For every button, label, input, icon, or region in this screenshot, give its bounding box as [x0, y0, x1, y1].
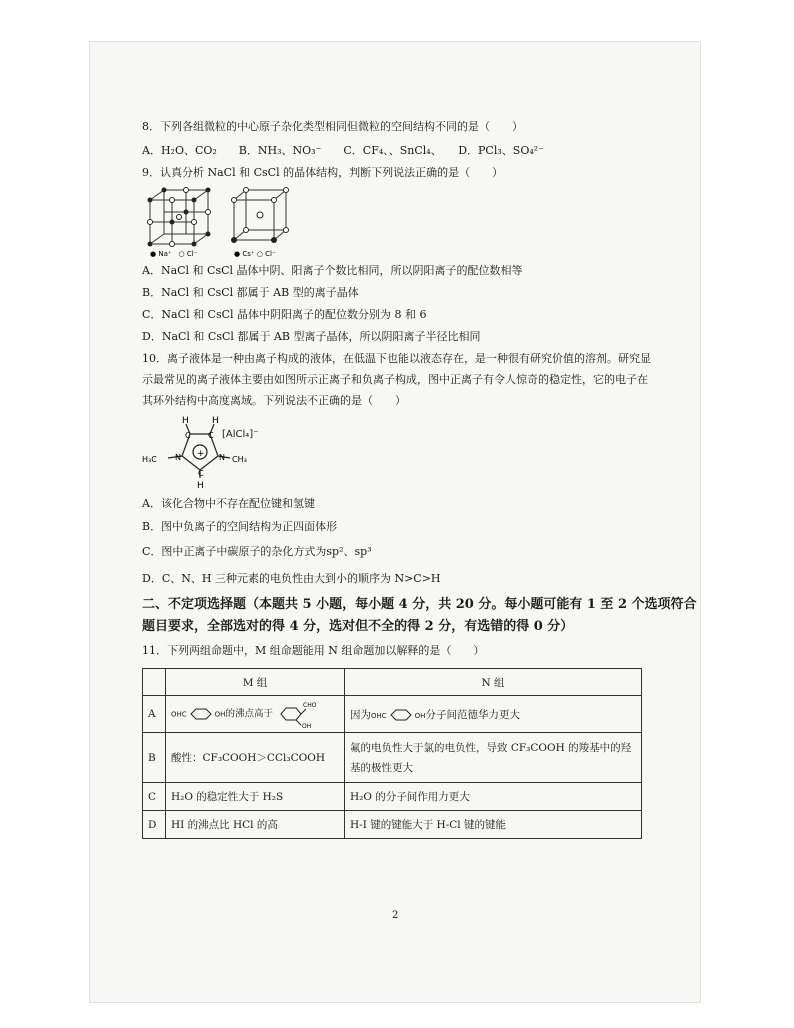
q9-option-a: A．NaCl 和 CsCl 晶体中阴、阳离子个数比相同，所以阴阳离子的配位数相等	[142, 264, 523, 277]
n-group-header: N 组	[345, 669, 642, 696]
svg-text:H: H	[212, 416, 219, 426]
table-row: A OHC OH的沸点高于 CHO OH 因为OHC OH分子间范德华力更大	[143, 696, 642, 733]
section2-heading-line1: 二、不定项选择题（本题共 5 小题，每小题 4 分，共 20 分。每小题可能有 1 至 2 个选项符合	[142, 597, 697, 612]
q9-option-c: C．NaCl 和 CsCl 晶体中阴阳离子的配位数分别为 8 和 6	[142, 308, 427, 321]
benzene-ring-icon	[187, 707, 215, 721]
q8-stem: 8．下列各组微粒的中心原子杂化类型相同但微粒的空间结构不同的是（ ）	[142, 120, 523, 133]
q10-option-b: B．图中负离子的空间结构为正四面体形	[142, 520, 338, 533]
svg-text:OH: OH	[301, 723, 312, 729]
q8-options: A．H₂O、CO₂ B．NH₃、NO₃⁻ C．CF₄、、SnCl₄、 D．PCl₃、SO₄²⁻	[142, 144, 544, 157]
q10-stem-line1: 10．离子液体是一种由离子构成的液体，在低温下也能以液态存在，是一种很有研究价值的溶剂。研究显	[142, 352, 651, 365]
section2-heading-line2: 题目要求，全部选对的得 4 分，选对但不全的得 2 分，有选错的得 0 分）	[142, 619, 574, 634]
methyl-right: CH₃	[232, 455, 247, 464]
q10-option-d: D．C、N、H 三种元素的电负性由大到小的顺序为 N>C>H	[142, 572, 441, 585]
svg-text:C: C	[208, 431, 214, 440]
q10-option-a: A．该化合物中不存在配位键和氢键	[142, 497, 315, 510]
svg-text:N: N	[175, 453, 181, 462]
q9-option-b: B．NaCl 和 CsCl 都属于 AB 型的离子晶体	[142, 286, 359, 299]
table-row: B 酸性：CF₃COOH＞CCl₃COOH 氟的电负性大于氯的电负性，导致 CF₃COOH 的羧基中的羟基的极性更大	[143, 733, 642, 783]
q10-stem-line3: 其环外结构中高度离域。下列说法不正确的是（ ）	[142, 394, 406, 407]
q9-stem: 9．认真分析 NaCl 和 CsCl 的晶体结构，判断下列说法正确的是（ ）	[142, 166, 504, 179]
table-header-row	[143, 669, 642, 696]
q10-stem-line2: 示最常见的离子液体主要由如图所示正离子和负离子构成，图中正离子有令人惊奇的稳定性，它的电子在	[142, 373, 648, 386]
nacl-legend: ● Na⁺ ○ Cl⁻	[150, 250, 198, 258]
q11-stem: 11．下列两组命题中，M 组命题能用 N 组命题加以解释的是（ ）	[142, 644, 485, 657]
methyl-left: H₃C	[142, 455, 157, 464]
imidazolium-structure	[142, 414, 262, 490]
benzene-ring-icon	[387, 708, 415, 722]
table-row: D HI 的沸点比 HCl 的高 H-I 键的键能大于 H-Cl 键的键能	[143, 811, 642, 839]
page-number: 2	[392, 910, 399, 921]
svg-text:H: H	[197, 481, 204, 490]
ortho-hydroxybenzaldehyde-icon	[273, 699, 317, 729]
q9-option-d: D．NaCl 和 CsCl 都属于 AB 型离子晶体，所以阴阳离子半径比相同	[142, 330, 481, 343]
anion-label: [AlCl₄]⁻	[222, 429, 259, 440]
svg-text:C: C	[185, 431, 191, 440]
svg-text:N: N	[219, 453, 225, 462]
crystal-structures-figure	[142, 186, 302, 258]
cscl-legend: ● Cs⁺ ○ Cl⁻	[234, 250, 276, 258]
nacl-ions	[148, 188, 211, 247]
svg-text:H: H	[182, 416, 189, 426]
table-row: C H₂O 的稳定性大于 H₂S H₂O 的分子间作用力更大	[143, 783, 642, 811]
m-group-header: M 组	[166, 669, 345, 696]
q10-option-c: C．图中正离子中碳原子的杂化方式为sp²、sp³	[142, 545, 372, 558]
plus-charge: +	[197, 449, 205, 459]
q11-table	[142, 668, 642, 839]
svg-text:CHO: CHO	[302, 702, 317, 709]
svg-text:C: C	[198, 469, 204, 478]
